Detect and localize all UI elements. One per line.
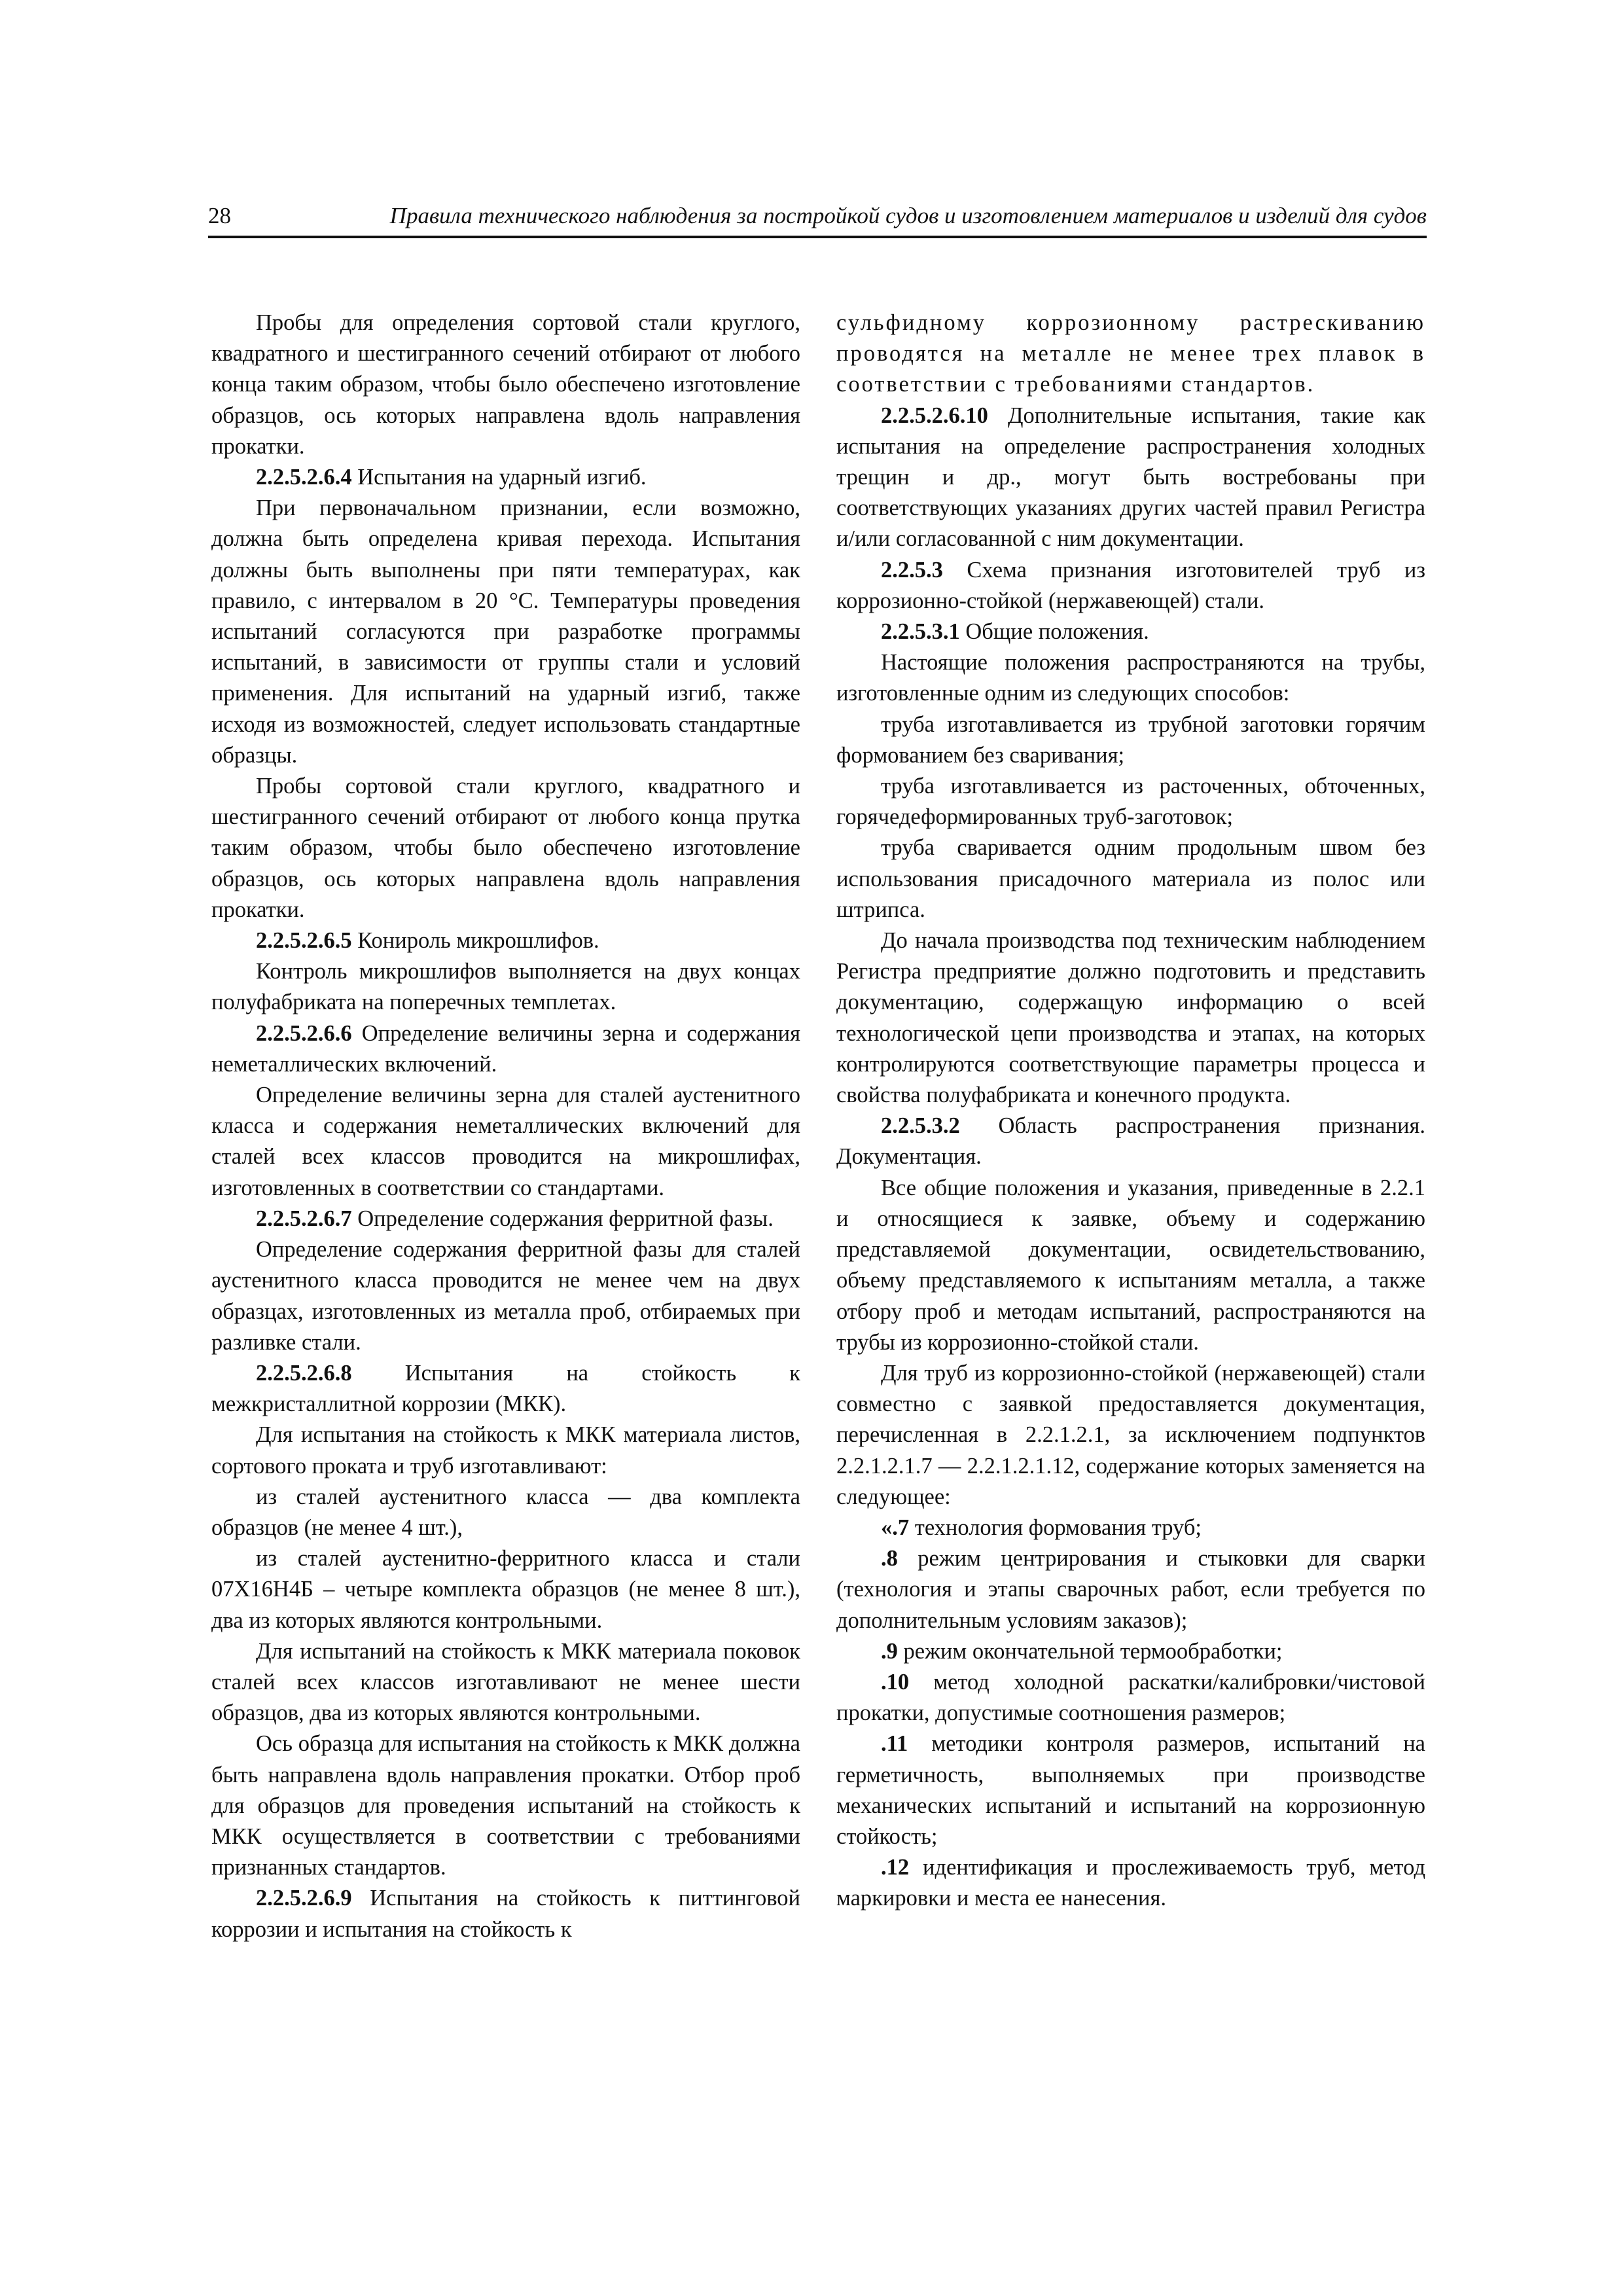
section-number: 2.2.5.2.6.5 (256, 928, 352, 954)
paragraph: сульфидному коррозионному растрескиванию проводятся на металле не менее трех плавок в соответствии с требованиями стандартов. (836, 310, 1425, 397)
paragraph: Пробы для определения сортовой стали круглого, квадратного и шестигранного сечений отбирают от любого конца таким образом, чтобы было обеспечено изготовление образцов, ось которых направлена вдоль направления прокатки. (211, 310, 800, 459)
paragraph: Определение величины зерна для сталей аустенитного класса и содержания неметаллических включений для сталей всех классов проводится на микрошлифах, изготовленных в соответствии со стандартами. (211, 1083, 800, 1200)
paragraph: Все общие положения и указания, приведенные в 2.2.1 и относящиеся к заявке, объему и содержанию представляемой документации, освидетельствованию, объему представляемого к испытаниям металла, а также отбору проб и методам испытаний, распространяются на трубы из коррозионно-стойкой стали. (836, 1175, 1425, 1355)
paragraph: Для испытания на стойкость к МКК материала листов, сортового проката и труб изготавливают: (211, 1422, 800, 1479)
paragraph: Ось образца для испытания на стойкость к МКК должна быть направлена вдоль направления прокатки. Отбор проб для образцов для проведения испытаний на стойкость к МКК осуществляется в соответствии с требованиями признанных стандартов. (211, 1731, 800, 1880)
section-heading: 2.2.5.3.2 Область распространения признания. Документация. (836, 1113, 1425, 1170)
item-number: «.7 (881, 1515, 910, 1540)
paragraph: До начала производства под техническим наблюдением Регистра предприятие должно подготовить и представить документацию, содержащую информацию о всей технологической цепи производства и этапах, на которых контролируются соответствующие параметры процесса и свойства полуфабриката и конечного продукта. (836, 928, 1425, 1108)
paragraph: из сталей аустенитно-ферритного класса и стали 07Х16Н4Б – четыре комплекта образцов (не менее 8 шт.), два из которых являются контрольными. (211, 1546, 800, 1633)
list-item: .9 режим окончательной термообработки; (881, 1638, 1283, 1664)
paragraph: из сталей аустенитного класса — два комплекта образцов (не менее 4 шт.), (211, 1484, 800, 1540)
section-heading: 2.2.5.2.6.7 Определение содержания ферритной фазы. (256, 1206, 774, 1231)
item-number: .10 (881, 1669, 910, 1695)
section-number: 2.2.5.3.1 (881, 619, 960, 645)
item-number: .9 (881, 1638, 898, 1664)
list-item: .12 идентификация и прослеживаемость труб, метод маркировки и места ее нанесения. (836, 1855, 1425, 1911)
section-number: 2.2.5.2.6.7 (256, 1206, 352, 1231)
running-title: Правила технического наблюдения за постройкой судов и изготовлением материалов и изделий для судов (389, 203, 1427, 228)
item-number: .8 (881, 1546, 898, 1571)
section-heading: 2.2.5.3.1 Общие положения. (881, 619, 1149, 645)
item-number: .11 (881, 1731, 908, 1757)
list-item: .8 режим центрирования и стыковки для сварки (технология и этапы сварочных работ, если требуется по дополнительным условиям заказов); (836, 1546, 1425, 1633)
paragraph: Пробы сортовой стали круглого, квадратного и шестигранного сечений отбирают от любого конца прутка таким образом, чтобы было обеспечено изготовление образцов, ось которых направлена вдоль направления прокатки. (211, 774, 800, 922)
section-heading: 2.2.5.2.6.5 Конироль микрошлифов. (256, 928, 599, 954)
section-heading: 2.2.5.2.6.9 Испытания на стойкость к питтинговой коррозии и испытания на стойкость к (211, 1886, 800, 1942)
section-heading: 2.2.5.2.6.8 Испытания на стойкость к межкристаллитной коррозии (МКК). (211, 1360, 800, 1417)
section-heading: 2.2.5.2.6.6 Определение величины зерна и содержания неметаллических включений. (211, 1020, 800, 1077)
list-item: труба изготавливается из трубной заготовки горячим формованием без сваривания; (836, 711, 1425, 768)
page-number: 28 (208, 203, 231, 228)
item-number: .12 (881, 1855, 910, 1880)
section-heading: 2.2.5.3 Схема признания изготовителей труб из коррозионно-стойкой (нержавеющей) стали. (836, 557, 1425, 613)
paragraph: Для труб из коррозионно-стойкой (нержавеющей) стали совместно с заявкой предоставляется документация, перечисленная в 2.2.1.2.1, за исключением подпунктов 2.2.1.2.1.7 — 2.2.1.2.1.12, содержание которых заменяется на следующее: (836, 1360, 1425, 1509)
list-item: труба изготавливается из расточенных, обточенных, горячедеформированных труб-заготовок; (836, 774, 1425, 830)
right-column (836, 308, 1425, 1914)
page-header (208, 203, 1427, 237)
left-column (211, 308, 800, 1945)
section-number: 2.2.5.3 (881, 557, 943, 583)
list-item: труба сваривается одним продольным швом без использования присадочного материала из полос или штрипса. (836, 835, 1425, 922)
list-item: .10 метод холодной раскатки/калибровки/чистовой прокатки, допустимые соотношения размеров; (836, 1669, 1425, 1726)
list-item: .11 методики контроля размеров, испытаний на герметичность, выполняемых при производстве механических испытаний и испытаний на коррозионную стойкость; (836, 1731, 1425, 1849)
list-item: «.7 технология формования труб; (881, 1515, 1202, 1540)
section-number: 2.2.5.2.6.6 (256, 1020, 352, 1046)
paragraph: Настоящие положения распространяются на трубы, изготовленные одним из следующих способов: (836, 650, 1425, 706)
paragraph: Определение содержания ферритной фазы для сталей аустенитного класса проводится не менее чем на двух образцах, изготовленных из металла проб, отбираемых при разливке стали. (211, 1237, 800, 1355)
section-number: 2.2.5.3.2 (881, 1113, 960, 1139)
section-number: 2.2.5.2.6.8 (256, 1360, 352, 1386)
section-heading: 2.2.5.2.6.10 Дополнительные испытания, такие как испытания на определение распространения холодных трещин и др., могут быть востребованы при соответствующих указаниях других частей правил Регистра и/или согласованной с ним документации. (836, 403, 1425, 552)
paragraph: Контроль микрошлифов выполняется на двух концах полуфабриката на поперечных темплетах. (211, 959, 800, 1015)
header-divider (208, 236, 1427, 238)
section-number: 2.2.5.2.6.10 (881, 403, 988, 428)
section-number: 2.2.5.2.6.9 (256, 1886, 352, 1911)
paragraph: Для испытаний на стойкость к МКК материала поковок сталей всех классов изготавливают не менее шести образцов, два из которых являются контрольными. (211, 1638, 800, 1726)
section-number: 2.2.5.2.6.4 (256, 465, 352, 490)
section-heading: 2.2.5.2.6.4 Испытания на ударный изгиб. (256, 465, 647, 490)
paragraph: При первоначальном признании, если возможно, должна быть определена кривая перехода. Испытания должны быть выполнены при пяти температурах, как правило, с интервалом в 20 °С. Температуры проведения испытаний согласуются при разработке программы испытаний, в зависимости от группы стали и условий применения. Для испытаний на ударный изгиб, также исходя из возможностей, следует использовать стандартные образцы. (211, 495, 800, 768)
